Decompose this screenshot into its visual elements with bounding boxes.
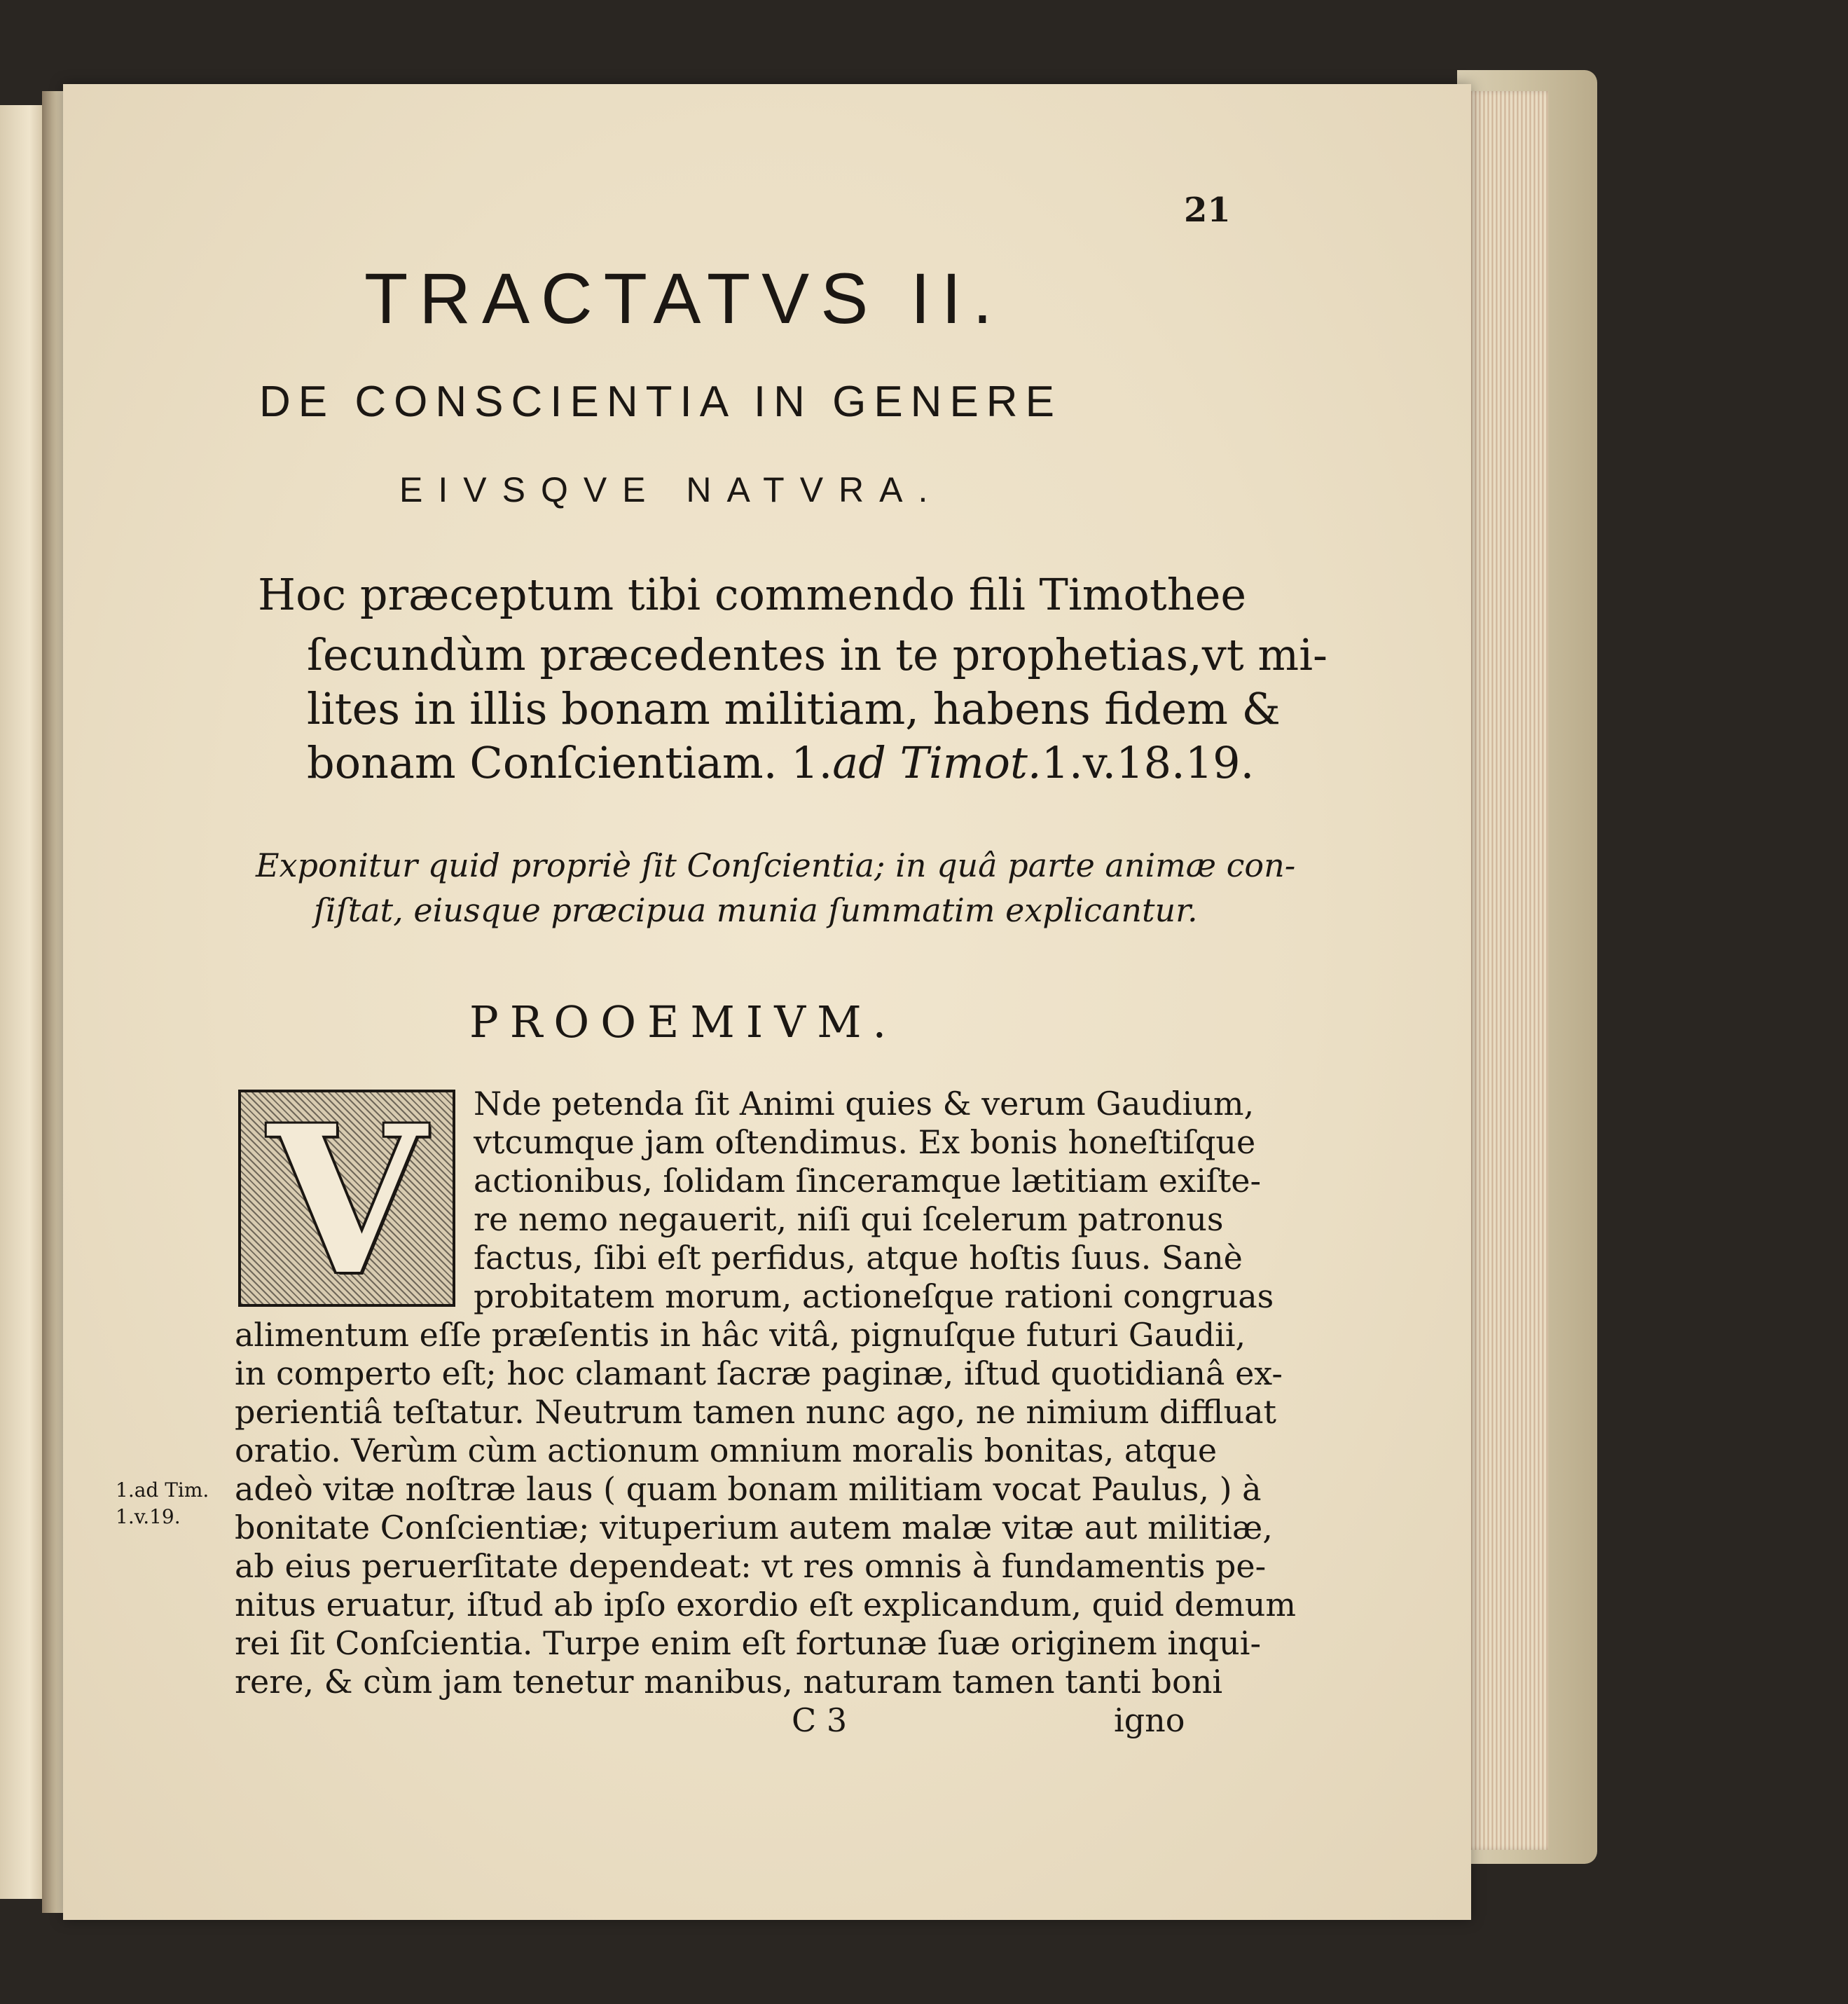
initial-letter: V — [268, 1090, 426, 1307]
summary-line-1: Exponitur quid propriè ſit Conſcientia; in quâ parte animæ con- — [256, 846, 1296, 884]
epigraph-line-2: ſecundùm præcedentes in te prophetias,vt mi- — [307, 629, 1328, 680]
page-number: 21 — [1184, 191, 1231, 230]
page-block-edges — [1464, 91, 1548, 1850]
body-line: factus, ſibi eſt perfidus, atque hoſtis ſuus. Sanè — [474, 1239, 1243, 1277]
body-line: bonitate Conſcientiæ; vituperium autem malæ vitæ aut militiæ, — [235, 1509, 1273, 1546]
body-line: actionibus, ſolidam ſinceramque lætitiam exiſte- — [474, 1162, 1262, 1200]
body-line: ab eius peruerſitate dependeat: vt res omnis à fundamentis pe- — [235, 1547, 1267, 1585]
epigraph-reference: ad Timot. — [832, 737, 1042, 788]
body-line: Nde petenda ſit Animi quies & verum Gaudium, — [474, 1085, 1255, 1123]
body-line: rere, & cùm jam tenetur manibus, naturam tamen tanti boni — [235, 1663, 1223, 1701]
epigraph-line-3: lites in illis bonam militiam, habens fidem & — [307, 683, 1281, 734]
page-title: TRACTATVS II. — [364, 259, 1004, 338]
page-subtitle: DE CONSCIENTIA IN GENERE — [259, 378, 1062, 426]
page-subtitle-2: EIVSQVE NATVRA. — [399, 470, 944, 509]
body-line: in comperto eſt; hoc clamant ſacræ paginæ, iſtud quotidianâ ex- — [235, 1354, 1283, 1392]
decorated-initial — [238, 1090, 455, 1307]
signature-mark: C 3 — [792, 1701, 848, 1739]
epigraph-line-1: Hoc præceptum tibi commendo fili Timothee — [258, 569, 1247, 620]
epigraph-line-4-end: 1.v.18.19. — [1041, 737, 1255, 788]
body-line: oratio. Verùm cùm actionum omnium moralis bonitas, atque — [235, 1432, 1218, 1469]
margin-note-line-2: 1.v.19. — [116, 1505, 181, 1528]
body-line: rei ſit Conſcientia. Turpe enim eſt fortunæ ſuæ originem inqui- — [235, 1624, 1261, 1662]
body-line: vtcumque jam oſtendimus. Ex bonis honeſtiſque — [474, 1123, 1256, 1161]
margin-note-line-1: 1.ad Tim. — [116, 1478, 209, 1502]
body-line: probitatem morum, actioneſque rationi congruas — [474, 1277, 1274, 1315]
body-line: alimentum eſſe præſentis in hâc vitâ, pignuſque futuri Gaudii, — [235, 1316, 1246, 1354]
epigraph-line-4-text: bonam Conſcientiam. 1. — [307, 737, 833, 788]
body-line: adeò vitæ noſtræ laus ( quam bonam militiam vocat Paulus, ) à — [235, 1470, 1262, 1508]
body-line: nitus eruatur, iſtud ab ipſo exordio eſt explicandum, quid demum — [235, 1586, 1296, 1624]
section-heading: PROOEMIVM. — [469, 996, 898, 1048]
body-line: perientiâ teſtatur. Neutrum tamen nunc ago, ne nimium diffluat — [235, 1393, 1277, 1431]
catchword: igno — [1114, 1701, 1185, 1739]
body-line: re nemo negauerit, niſi qui ſcelerum patronus — [474, 1200, 1224, 1238]
epigraph-line-4 — [307, 737, 1254, 788]
summary-line-2: ſiſtat, eiusque præcipua munia ſummatim explicantur. — [314, 891, 1198, 929]
